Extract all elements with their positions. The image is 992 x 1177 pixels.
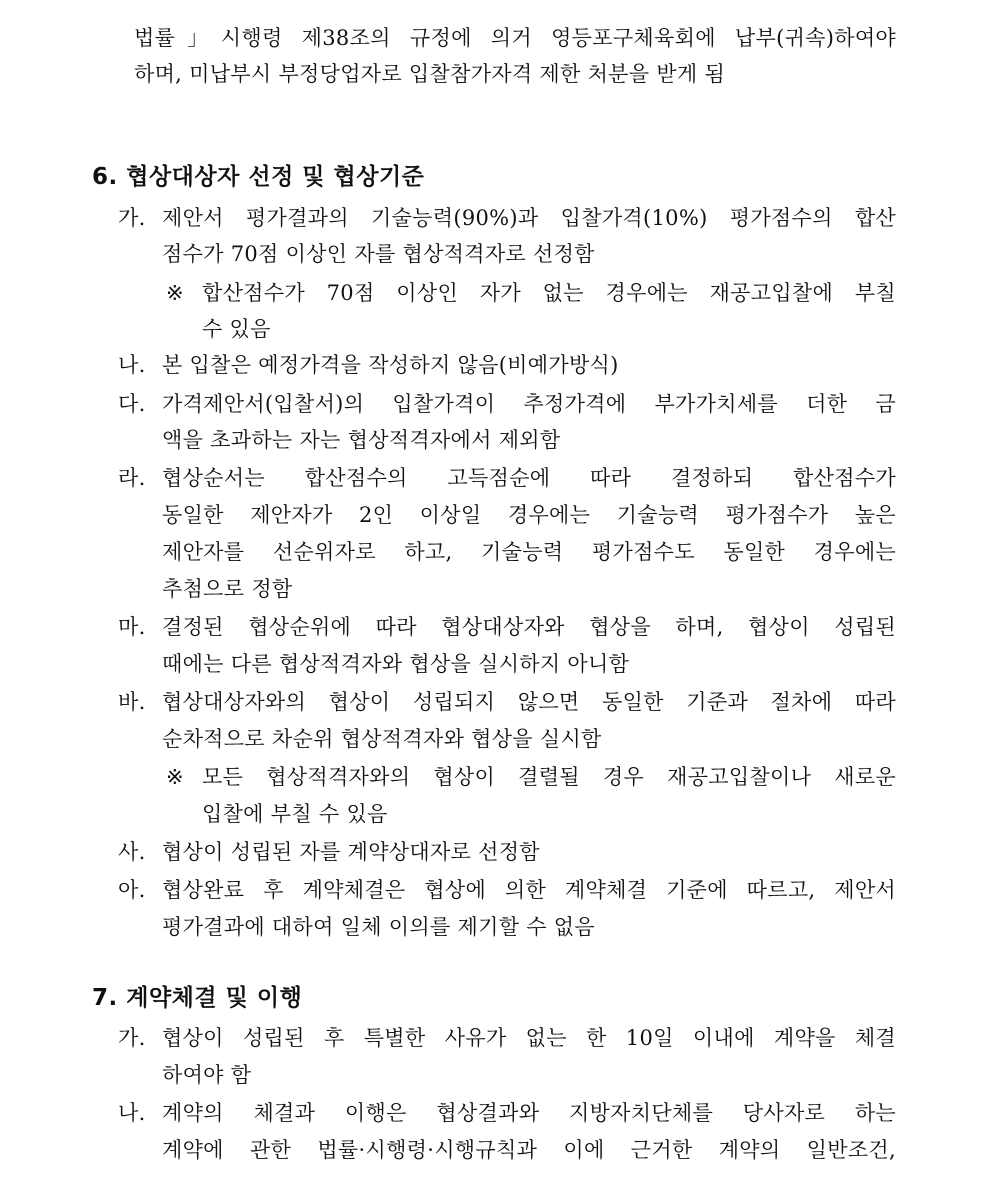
s7-item-ga-marker: 가.	[118, 1026, 146, 1050]
s6-item-da-line-2: 액을 초과하는 자는 협상적격자에서 제외함	[162, 428, 561, 452]
s7-item-ga-line-2: 하여야 함	[162, 1063, 252, 1087]
s6-item-ra-line-2: 동일한 제안자가 2인 이상일 경우에는 기술능력 평가점수가 높은	[162, 503, 896, 527]
s7-item-na-marker: 나.	[118, 1101, 146, 1125]
s6-item-ba-marker: 바.	[118, 690, 146, 714]
s6-item-sa-line-1: 협상이 성립된 자를 계약상대자로 선정함	[162, 840, 540, 864]
s6-item-a-marker: 아.	[118, 878, 146, 902]
s6-item-ba-line-2: 순차적으로 차순위 협상적격자와 협상을 실시함	[162, 727, 602, 751]
s6-item-ra-marker: 라.	[118, 466, 146, 490]
s6-note-1-marker: ※	[166, 281, 184, 305]
s6-item-ra-line-4: 추첨으로 정함	[162, 577, 293, 601]
intro-line-2: 하며, 미납부시 부정당업자로 입찰참가자격 제한 처분을 받게 됨	[134, 62, 726, 86]
s7-item-na-line-1: 계약의 체결과 이행은 협상결과와 지방자치단체를 당사자로 하는	[162, 1101, 896, 1125]
s6-item-sa-marker: 사.	[118, 840, 146, 864]
s6-item-da-line-1: 가격제안서(입찰서)의 입찰가격이 추정가격에 부가가치세를 더한 금	[162, 392, 896, 416]
s6-note-2-line-1: 모든 협상적격자와의 협상이 결렬될 경우 재공고입찰이나 새로운	[202, 765, 896, 789]
s6-item-da-marker: 다.	[118, 392, 146, 416]
s6-note-2-line-2: 입찰에 부칠 수 있음	[202, 802, 388, 826]
intro-line-1: 법률」시행령 제38조의 규정에 의거 영등포구체육회에 납부(귀속)하여야	[134, 26, 896, 50]
s6-item-na-line-1: 본 입찰은 예정가격을 작성하지 않음(비예가방식)	[162, 353, 619, 377]
s6-note-1-line-1: 합산점수가 70점 이상인 자가 없는 경우에는 재공고입찰에 부칠	[202, 281, 896, 305]
s6-item-ma-line-1: 결정된 협상순위에 따라 협상대상자와 협상을 하며, 협상이 성립된	[162, 615, 896, 639]
s6-item-a-line-2: 평가결과에 대하여 일체 이의를 제기할 수 없음	[162, 915, 595, 939]
s6-item-ma-line-2: 때에는 다른 협상적격자와 협상을 실시하지 아니함	[162, 652, 630, 676]
s6-item-ma-marker: 마.	[118, 615, 146, 639]
s6-item-ga-marker: 가.	[118, 206, 146, 230]
s6-note-2-marker: ※	[166, 765, 184, 789]
s6-item-ga-line-1: 제안서 평가결과의 기술능력(90%)과 입찰가격(10%) 평가점수의 합산	[162, 206, 896, 230]
s6-item-na-marker: 나.	[118, 353, 146, 377]
s6-item-ra-line-3: 제안자를 선순위자로 하고, 기술능력 평가점수도 동일한 경우에는	[162, 540, 896, 564]
s6-item-a-line-1: 협상완료 후 계약체결은 협상에 의한 계약체결 기준에 따르고, 제안서	[162, 878, 896, 902]
s6-item-ba-line-1: 협상대상자와의 협상이 성립되지 않으면 동일한 기준과 절차에 따라	[162, 690, 896, 714]
s6-item-ga-line-2: 점수가 70점 이상인 자를 협상적격자로 선정함	[162, 242, 595, 266]
section-6-heading: 6. 협상대상자 선정 및 협상기준	[92, 164, 425, 190]
s6-item-ra-line-1: 협상순서는 합산점수의 고득점순에 따라 결정하되 합산점수가	[162, 466, 896, 490]
s6-note-1-line-2: 수 있음	[202, 317, 271, 341]
s7-item-ga-line-1: 협상이 성립된 후 특별한 사유가 없는 한 10일 이내에 계약을 체결	[162, 1026, 896, 1050]
section-7-heading: 7. 계약체결 및 이행	[92, 985, 303, 1011]
s7-item-na-line-2: 계약에 관한 법률·시행령·시행규칙과 이에 근거한 계약의 일반조건,	[162, 1138, 896, 1162]
